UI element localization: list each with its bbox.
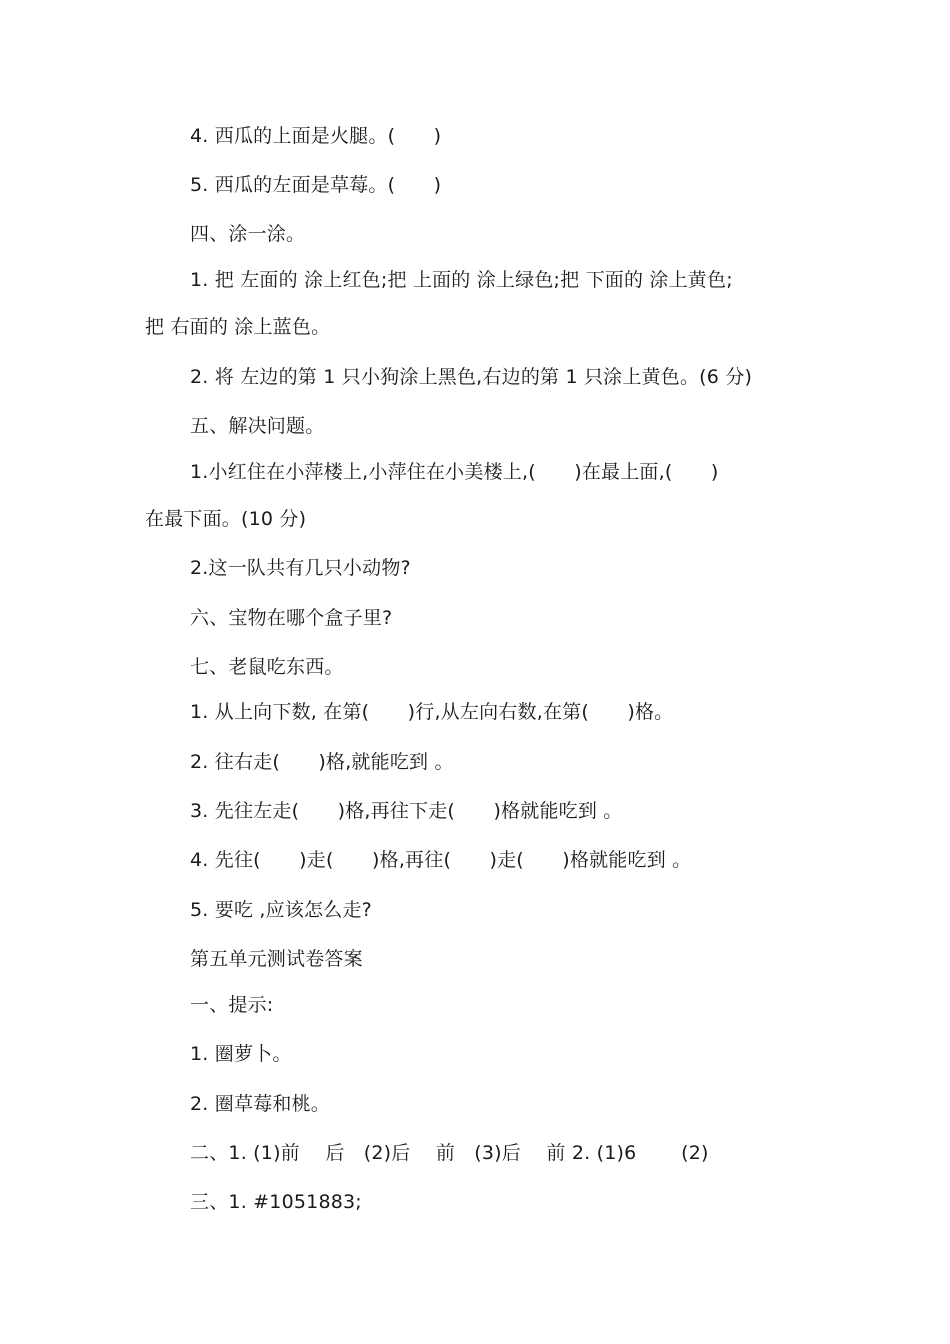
text-line: 4. 西瓜的上面是火腿。( )	[190, 125, 442, 147]
text-line: 1. 把 左面的 涂上红色;把 上面的 涂上绿色;把 下面的 涂上黄色;	[190, 269, 733, 291]
text-line: 2. 往右走( )格,就能吃到 。	[190, 751, 454, 773]
section-heading: 一、提示:	[190, 994, 274, 1016]
section-heading: 四、涂一涂。	[190, 223, 306, 245]
text-line: 4. 先往( )走( )格,再往( )走( )格就能吃到 。	[190, 849, 692, 871]
text-line: 2. 圈草莓和桃。	[190, 1093, 330, 1115]
text-line: 1. 圈萝卜。	[190, 1043, 292, 1065]
text-line: 三、1. #1051883;	[190, 1191, 362, 1213]
text-line: 3. 先往左走( )格,再往下走( )格就能吃到 。	[190, 800, 623, 822]
text-line: 二、1. (1)前 后 (2)后 前 (3)后 前 2. (1)6 (2)	[190, 1142, 709, 1164]
text-line: 2.这一队共有几只小动物?	[190, 557, 411, 579]
section-heading: 六、宝物在哪个盒子里?	[190, 607, 393, 629]
text-line: 5. 要吃 ,应该怎么走?	[190, 899, 372, 921]
section-heading: 七、老鼠吃东西。	[190, 656, 344, 678]
text-line: 5. 西瓜的左面是草莓。( )	[190, 174, 442, 196]
text-line: 把 右面的 涂上蓝色。	[145, 316, 331, 338]
section-heading: 五、解决问题。	[190, 415, 325, 437]
answer-title: 第五单元测试卷答案	[190, 948, 363, 970]
text-line: 在最下面。(10 分)	[145, 508, 307, 530]
text-line: 2. 将 左边的第 1 只小狗涂上黑色,右边的第 1 只涂上黄色。(6 分)	[190, 366, 753, 388]
text-line: 1.小红住在小萍楼上,小萍住在小美楼上,( )在最上面,( )	[190, 461, 719, 483]
text-line: 1. 从上向下数, 在第( )行,从左向右数,在第( )格。	[190, 701, 674, 723]
